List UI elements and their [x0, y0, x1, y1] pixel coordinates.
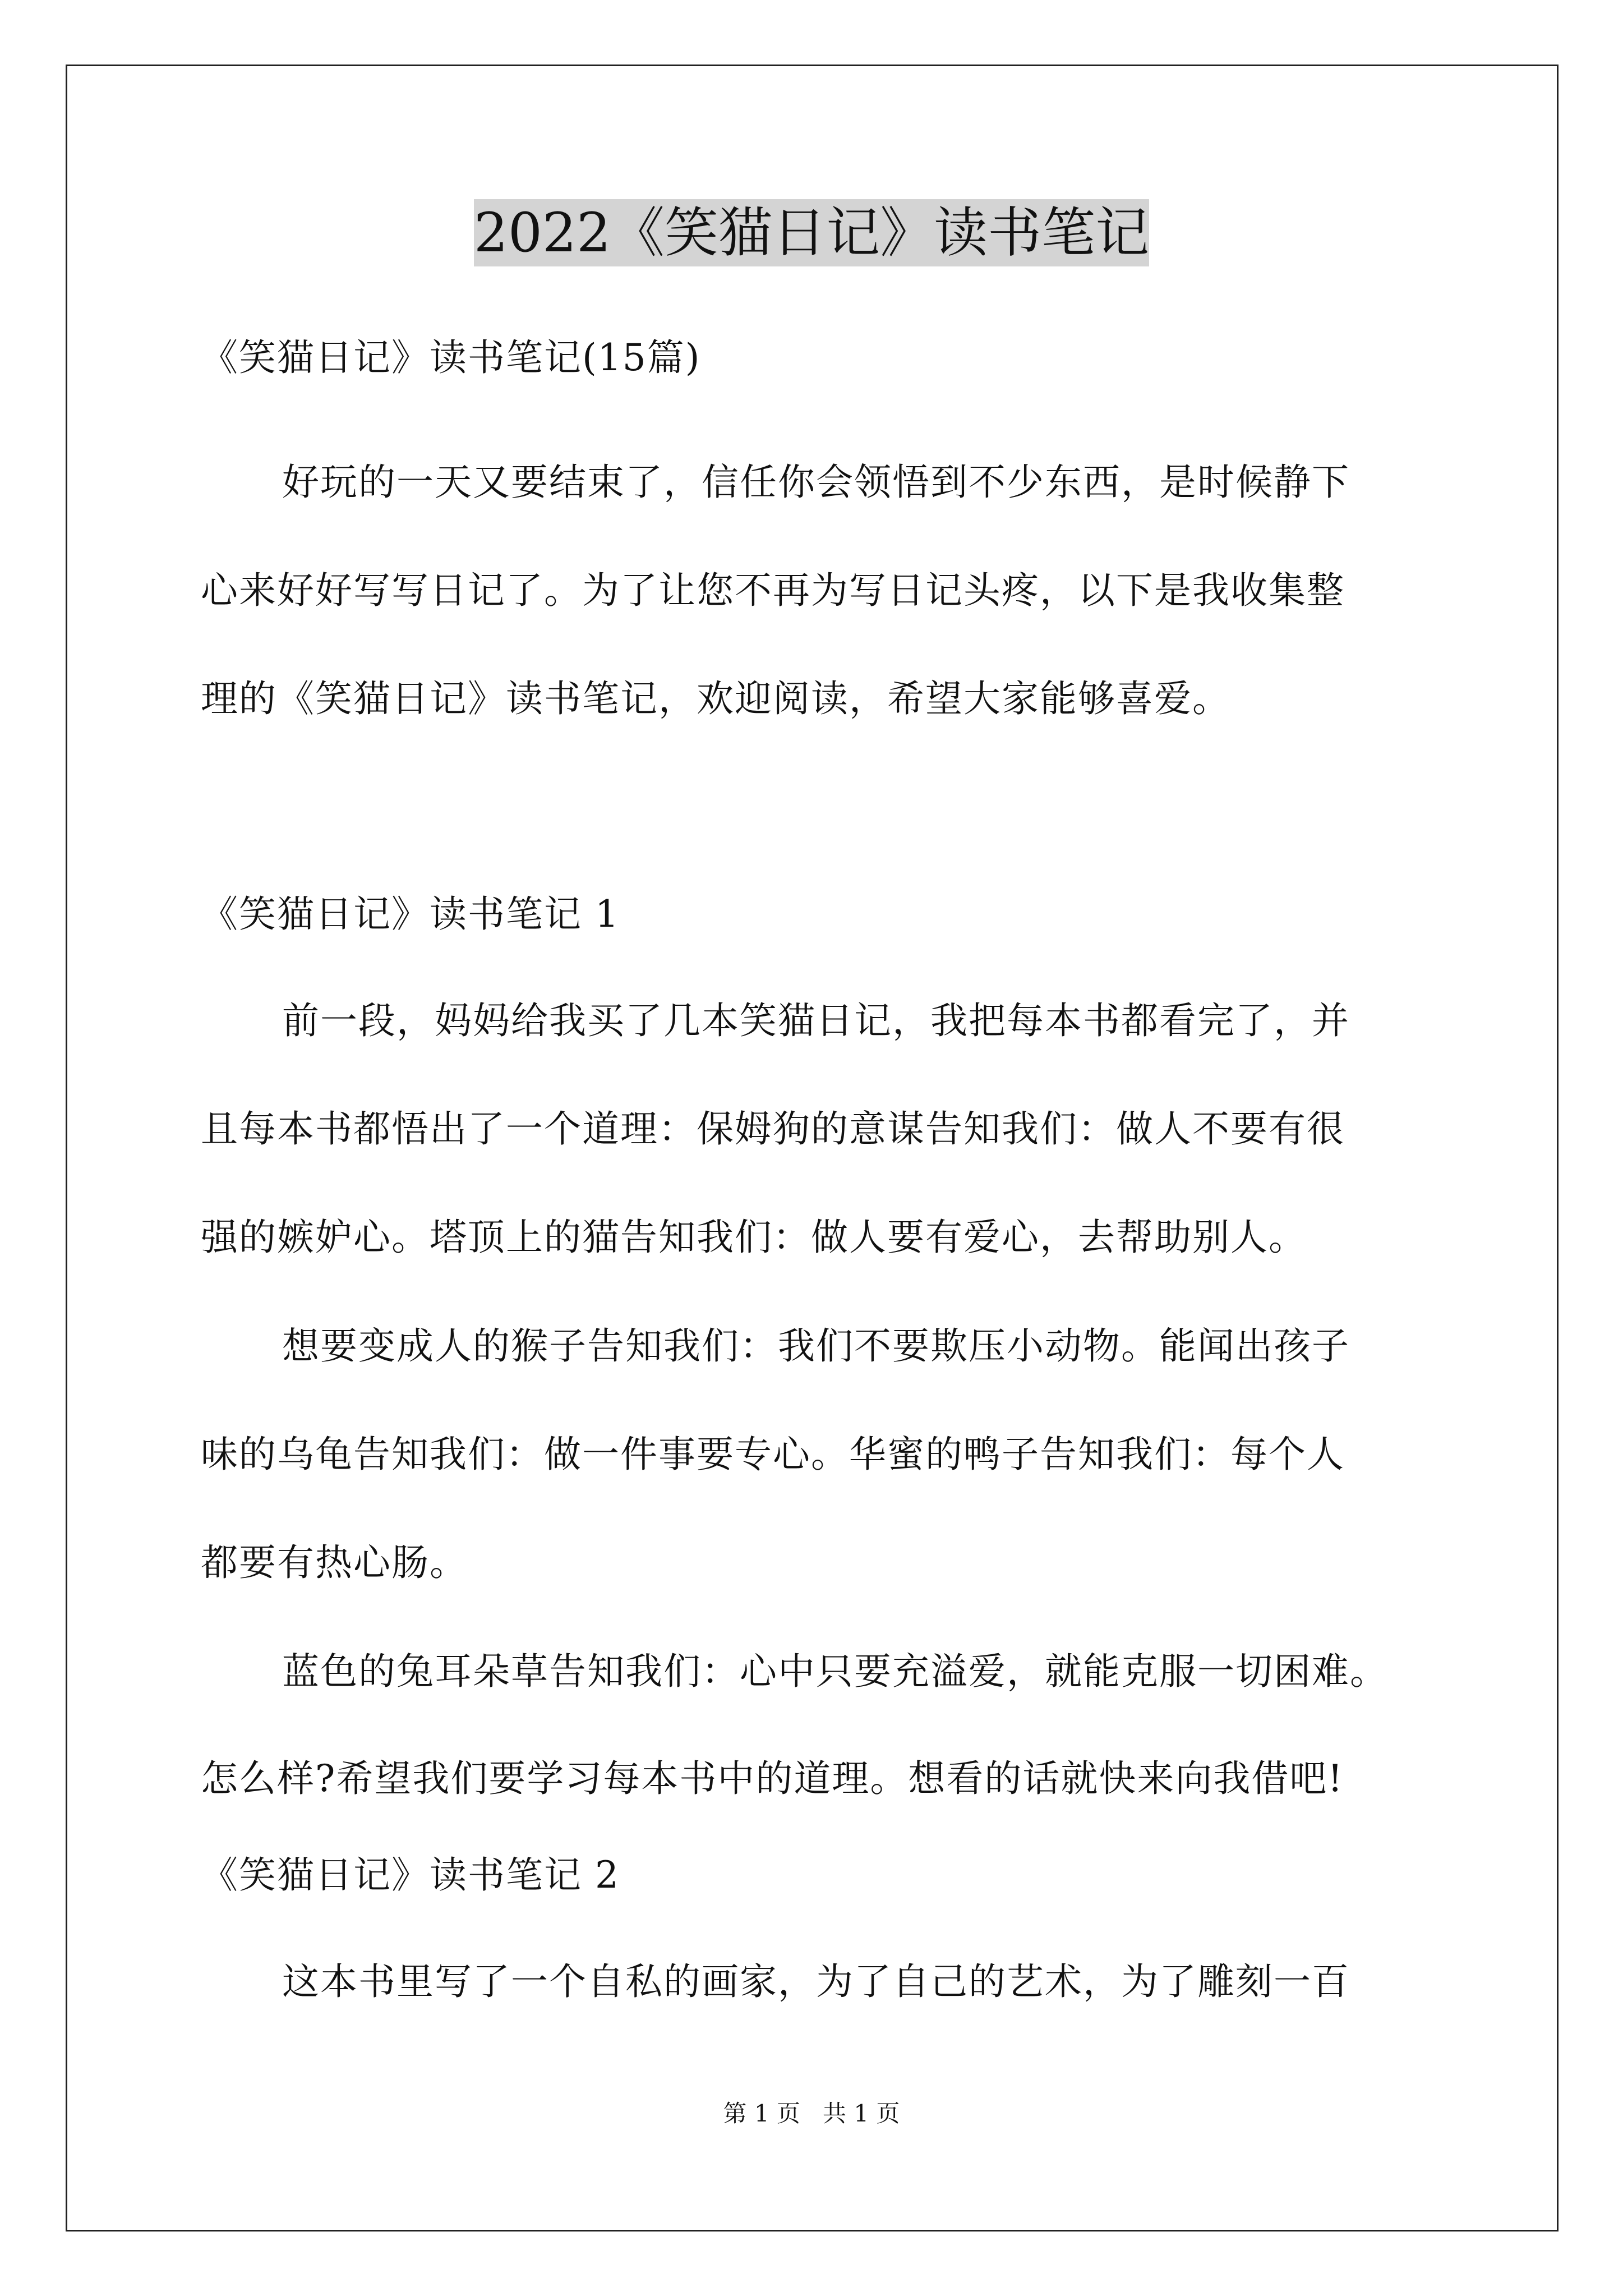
- intro-line-3: 理的《笑猫日记》读书笔记，欢迎阅读，希望大家能够喜爱。: [201, 677, 1230, 720]
- section-1-para-2-line-2: 味的乌龟告知我们：做一件事要专心。华蜜的鸭子告知我们：每个人: [201, 1433, 1345, 1476]
- section-1-para-3-line-2: 怎么样?希望我们要学习每本书中的道理。想看的话就快来向我借吧!: [201, 1757, 1344, 1800]
- document-title-text: 2022《笑猫日记》读书笔记: [474, 199, 1149, 266]
- section-1-para-3-line-1: 蓝色的兔耳朵草告知我们：心中只要充溢爱，就能克服一切困难。: [282, 1650, 1388, 1693]
- section-2-para-1-line-1: 这本书里写了一个自私的画家，为了自己的艺术，为了雕刻一百: [282, 1960, 1350, 2003]
- page-footer: 第 1 页 共 1 页: [723, 2100, 900, 2127]
- intro-line-2: 心来好好写写日记了。为了让您不再为写日记头疼，以下是我收集整: [201, 569, 1345, 612]
- intro-line-1: 好玩的一天又要结束了，信任你会领悟到不少东西，是时候静下: [282, 461, 1350, 504]
- section-1-heading: 《笑猫日记》读书笔记 1: [201, 892, 620, 936]
- document-title: [0, 199, 1623, 266]
- section-1-para-1-line-2: 且每本书都悟出了一个道理：保姆狗的意谋告知我们：做人不要有很: [201, 1107, 1345, 1151]
- section-1-para-2-line-3: 都要有热心肠。: [201, 1541, 468, 1584]
- section-1-para-1-line-1: 前一段，妈妈给我买了几本笑猫日记，我把每本书都看完了，并: [282, 999, 1350, 1042]
- section-2-heading: 《笑猫日记》读书笔记 2: [201, 1853, 620, 1897]
- section-1-para-2-line-1: 想要变成人的猴子告知我们：我们不要欺压小动物。能闻出孩子: [282, 1324, 1350, 1368]
- section-1-para-1-line-3: 强的嫉妒心。塔顶上的猫告知我们：做人要有爱心，去帮助别人。: [201, 1216, 1307, 1259]
- document-subtitle: 《笑猫日记》读书笔记(15篇): [201, 336, 701, 379]
